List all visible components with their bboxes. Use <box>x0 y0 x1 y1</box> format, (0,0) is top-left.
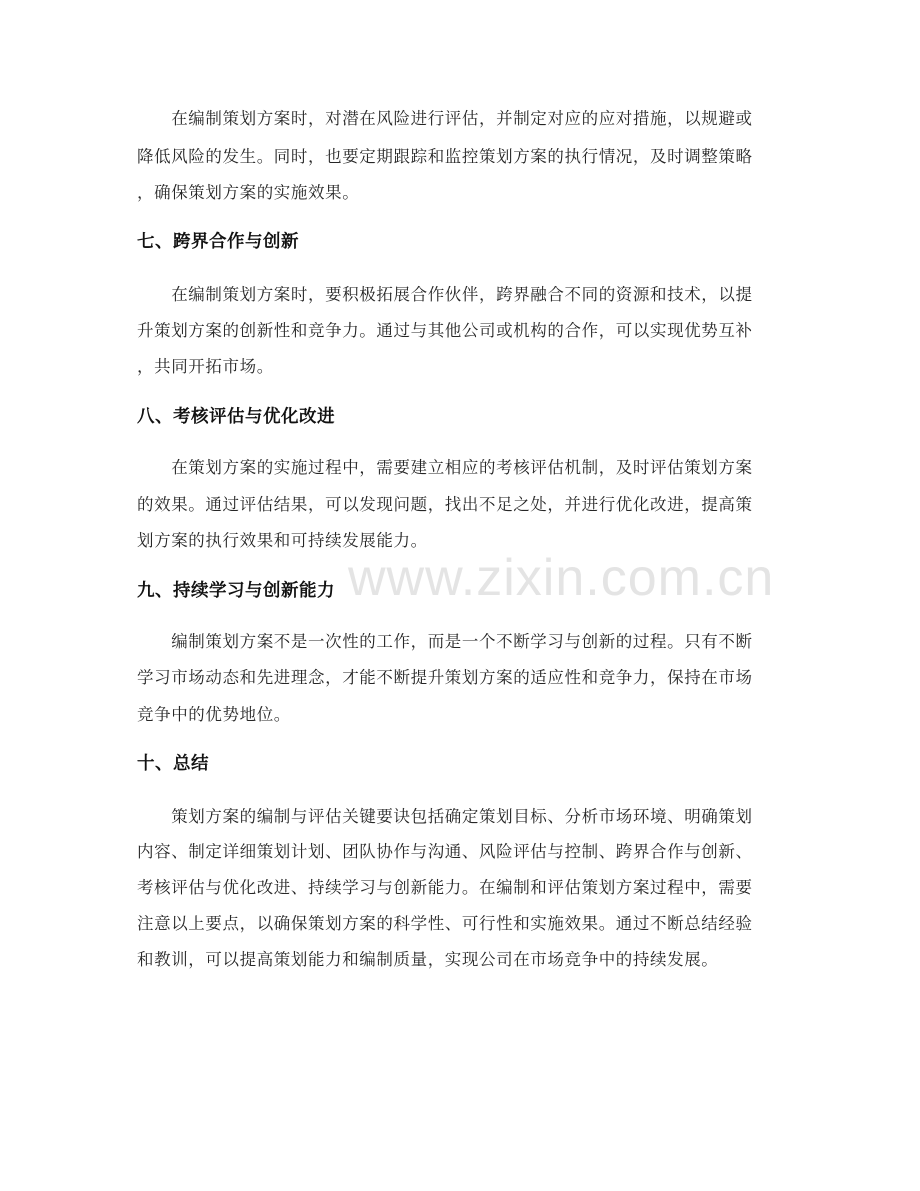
paragraph-line: 和教训，可以提高策划能力和编制质量，实现公司在市场竞争中的持续发展。 <box>137 950 719 969</box>
section-heading: 八、考核评估与优化改进 <box>137 407 335 427</box>
paragraph-line: 注意以上要点，以确保策划方案的科学性、可行性和实施效果。通过不断总结经验 <box>137 914 753 933</box>
paragraph-line: 降低风险的发生。同时，也要定期跟踪和监控策划方案的执行情况，及时调整策略 <box>137 147 753 166</box>
paragraph-line: 在编制策划方案时，要积极拓展合作伙伴，跨界融合不同的资源和技术，以提 <box>137 285 753 304</box>
paragraph-line: 升策划方案的创新性和竞争力。通过与其他公司或机构的合作，可以实现优势互补 <box>137 321 753 340</box>
paragraph-line: 竞争中的优势地位。 <box>137 705 291 724</box>
paragraph-line: 考核评估与优化改进、持续学习与创新能力。在编制和评估策划方案过程中，需要 <box>137 878 753 897</box>
section-heading: 十、总结 <box>137 754 209 774</box>
section-heading: 九、持续学习与创新能力 <box>137 581 335 601</box>
paragraph-line: 的效果。通过评估结果，可以发现问题，找出不足之处，并进行优化改进，提高策 <box>137 495 753 514</box>
section-heading: 七、跨界合作与创新 <box>137 232 299 252</box>
paragraph-line: 策划方案的编制与评估关键要诀包括确定策划目标、分析市场环境、明确策划 <box>137 807 753 826</box>
paragraph-line: 在策划方案的实施过程中，需要建立相应的考核评估机制，及时评估策划方案 <box>137 458 753 477</box>
paragraph-line: 在编制策划方案时，对潜在风险进行评估，并制定对应的应对措施，以规避或 <box>137 109 753 128</box>
paragraph-line: ，确保策划方案的实施效果。 <box>137 183 360 202</box>
watermark: www.zixin.com.cn <box>348 549 775 607</box>
paragraph-line: ，共同开拓市场。 <box>137 357 274 376</box>
paragraph-line: 学习市场动态和先进理念，才能不断提升策划方案的适应性和竞争力，保持在市场 <box>137 668 753 687</box>
paragraph-line: 编制策划方案不是一次性的工作，而是一个不断学习与创新的过程。只有不断 <box>137 632 753 651</box>
paragraph-line: 划方案的执行效果和可持续发展能力。 <box>137 531 428 550</box>
paragraph-line: 内容、制定详细策划计划、团队协作与沟通、风险评估与控制、跨界合作与创新、 <box>137 842 753 861</box>
